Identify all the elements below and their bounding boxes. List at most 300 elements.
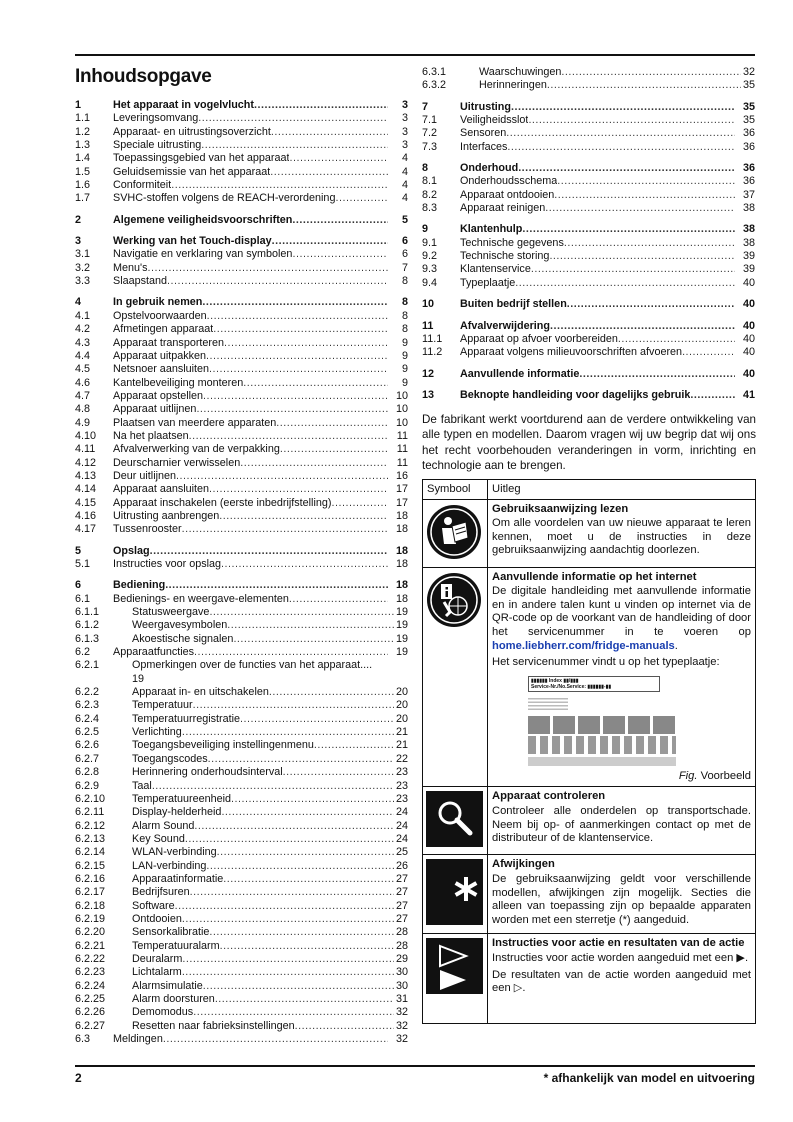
plate-index: Index: [548, 677, 562, 684]
toc-entry[interactable]: [75, 966, 408, 979]
toc-page: 35: [742, 79, 755, 92]
toc-title: Key Sound: [132, 832, 185, 845]
toc-title: Opmerkingen over de functies van het apparaat....: [132, 659, 373, 672]
table-row: [423, 499, 755, 567]
toc-entry[interactable]: [75, 523, 408, 536]
manuals-link[interactable]: home.liebherr.com/fridge-manuals: [492, 639, 675, 652]
toc-title: Temperatuur: [132, 699, 193, 712]
toc-page: 24: [395, 806, 408, 819]
toc-number: 6.3.2: [422, 79, 447, 92]
toc-entry[interactable]: [422, 79, 755, 92]
toc-entry[interactable]: [75, 699, 408, 712]
dot-leader: [163, 1033, 388, 1046]
toc-entry[interactable]: [422, 202, 755, 215]
toc-entry[interactable]: [75, 558, 408, 571]
info-internet-icon: [423, 568, 488, 787]
dot-leader: [227, 619, 394, 632]
toc-entry[interactable]: [75, 980, 408, 993]
dot-leader: [202, 296, 388, 309]
toc-page: 38: [742, 202, 755, 215]
toc-title: Ontdooien: [132, 912, 182, 925]
toc-entry[interactable]: [422, 127, 755, 140]
toc-page: 40: [742, 332, 755, 345]
toc-title: Herinnering onderhoudsinterval: [132, 766, 283, 779]
dot-leader: [167, 275, 388, 288]
toc-entry[interactable]: [75, 417, 408, 430]
toc-entry[interactable]: [75, 579, 408, 592]
toc-number: 4.1: [75, 309, 91, 322]
dot-leader: [507, 141, 735, 154]
toc-title: Software: [132, 899, 175, 912]
dot-leader: [690, 389, 735, 402]
page-title: Inhoudsopgave: [75, 66, 212, 87]
toc-entry[interactable]: [75, 390, 408, 403]
toc-number: 4.12: [75, 456, 97, 469]
toc-page: 3: [401, 99, 408, 111]
dot-leader: [531, 263, 735, 276]
toc-number: 6.2.20: [75, 926, 106, 939]
toc-number: 5: [75, 544, 82, 557]
toc-page: 24: [395, 832, 408, 845]
dot-leader: [203, 390, 388, 403]
toc-page: 3: [401, 112, 408, 125]
toc-title: Klantenhulp: [460, 223, 523, 236]
toc-entry[interactable]: [75, 686, 408, 699]
toc-number: 6.2.9: [75, 779, 100, 792]
toc-title: Alarm doorsturen: [132, 993, 215, 1005]
toc-entry[interactable]: [75, 262, 408, 275]
toc-entry[interactable]: [75, 860, 408, 873]
page-number: 2: [75, 1071, 82, 1085]
toc-number: 6.2.18: [75, 899, 106, 912]
toc-title: Alarm Sound: [132, 819, 195, 832]
toc-number: 4.5: [75, 363, 91, 376]
toc-entry[interactable]: [75, 900, 408, 913]
dot-leader: [182, 726, 394, 739]
toc-entry[interactable]: [75, 833, 408, 846]
toc-page: 27: [395, 886, 408, 899]
toc-number: 9: [422, 223, 429, 236]
toc-number: 4.7: [75, 389, 91, 402]
dot-leader: [335, 192, 388, 205]
toc-entry[interactable]: [422, 277, 755, 290]
dot-leader: [561, 66, 741, 79]
toc-entry[interactable]: [75, 820, 408, 833]
toc-title: Klantenservice: [460, 263, 531, 276]
toc-entry[interactable]: [75, 235, 408, 248]
toc-page: 4: [401, 152, 408, 165]
dot-leader: [182, 523, 388, 536]
toc-title: Menu's: [113, 261, 148, 274]
toc-entry[interactable]: [75, 659, 408, 686]
dot-leader: [233, 633, 394, 646]
toc-number: 6.3: [75, 1033, 91, 1046]
toc-page: 21: [395, 726, 408, 739]
toc-entry[interactable]: [75, 619, 408, 632]
toc-number: 7.3: [422, 140, 438, 153]
toc-page: 4: [401, 179, 408, 192]
toc-number: 4.14: [75, 483, 97, 496]
toc-entry[interactable]: [422, 333, 755, 346]
dot-leader: [176, 470, 388, 483]
toc-page: 39: [742, 263, 755, 276]
dot-leader: [194, 646, 388, 659]
toc-entry[interactable]: [75, 126, 408, 139]
toc-entry[interactable]: [422, 66, 755, 79]
toc-entry[interactable]: [75, 739, 408, 752]
toc-entry[interactable]: [75, 726, 408, 739]
toc-entry[interactable]: [75, 593, 408, 606]
toc-number: 6.2.1: [75, 659, 100, 672]
toc-entry[interactable]: [422, 250, 755, 263]
toc-entry[interactable]: [422, 346, 755, 359]
toc-page: 25: [395, 846, 408, 859]
row-text: Instructies voor actie worden aangeduid met een ▶.: [492, 951, 749, 964]
toc-title: Beknopte handleiding voor dagelijks gebruik: [460, 388, 691, 401]
toc-title: Alarmsimulatie: [132, 979, 203, 992]
dot-leader: [682, 346, 735, 359]
toc-page: 24: [395, 819, 408, 832]
toc-entry[interactable]: [75, 993, 408, 1006]
toc-number: 12: [422, 367, 435, 380]
toc-page: 11: [396, 429, 408, 442]
dot-leader: [209, 606, 394, 619]
dot-leader: [209, 363, 388, 376]
toc-page: 18: [395, 592, 408, 605]
dot-leader: [219, 510, 388, 523]
dot-leader: [213, 323, 388, 336]
toc-page: 41: [742, 388, 755, 401]
toc-entry[interactable]: [75, 633, 408, 646]
toc-entry[interactable]: [75, 99, 408, 112]
toc-title: Apparaat uitpakken: [113, 349, 207, 362]
toc-page: 32: [395, 1033, 408, 1046]
toc-entry[interactable]: [75, 139, 408, 152]
table-row: [423, 567, 755, 787]
toc-entry[interactable]: [75, 166, 408, 179]
toc-number: 4.6: [75, 376, 91, 389]
toc-entry[interactable]: [75, 886, 408, 899]
toc-page: 23: [395, 779, 408, 792]
toc-page: 31: [395, 993, 408, 1005]
toc-number: 6.2.3: [75, 699, 100, 712]
toc-page: 36: [742, 127, 755, 140]
dot-leader: [185, 833, 394, 846]
toc-page: 19: [395, 606, 408, 619]
toc-entry[interactable]: [75, 646, 408, 659]
dot-leader: [240, 713, 394, 726]
toc-number: 6.2.23: [75, 966, 106, 979]
toc-entry[interactable]: [422, 237, 755, 250]
dot-leader: [254, 99, 388, 112]
dot-leader: [182, 913, 394, 926]
table-row: [423, 854, 755, 933]
toc-number: 8: [422, 162, 429, 175]
toc-entry[interactable]: [75, 152, 408, 165]
toc-entry[interactable]: [75, 1033, 408, 1046]
toc-number: 3.1: [75, 248, 91, 261]
toc-number: 3.2: [75, 261, 91, 274]
toc-entry[interactable]: [75, 510, 408, 523]
toc-title: Onderhoudsschema: [460, 175, 558, 188]
dot-leader: [522, 223, 735, 236]
toc-number: 4.8: [75, 403, 91, 416]
toc-number: 6.2.22: [75, 952, 106, 965]
row-title: Apparaat controleren: [492, 790, 606, 803]
toc-page: 4: [401, 165, 408, 178]
toc-title: Temperatuuralarm: [132, 939, 220, 952]
toc-page: 9: [401, 349, 408, 362]
toc-title: Temperatuureenheid: [132, 792, 232, 805]
toc-entry[interactable]: [75, 323, 408, 336]
dot-leader: [175, 900, 394, 913]
toc-entry[interactable]: [422, 175, 755, 188]
toc-page: 18: [395, 558, 408, 570]
toc-page: 40: [742, 346, 755, 359]
toc-entry[interactable]: [75, 443, 408, 456]
dot-leader: [221, 806, 394, 819]
toc-page: 26: [395, 859, 408, 872]
toc-number: 6.3.1: [422, 66, 447, 78]
toc-number: 6.2.5: [75, 726, 100, 739]
toc-entry[interactable]: [75, 363, 408, 376]
toc-page: 4: [401, 192, 408, 205]
toc-entry[interactable]: [75, 430, 408, 443]
toc-entry[interactable]: [422, 320, 755, 333]
toc-title: Na het plaatsen: [113, 429, 189, 442]
toc-title: Weergavesymbolen: [132, 619, 228, 632]
toc-page: 5: [401, 213, 408, 226]
dot-leader: [208, 753, 394, 766]
dot-leader: [269, 686, 394, 699]
table-header: [423, 480, 755, 499]
symbol-table: [422, 479, 756, 1025]
toc-entry[interactable]: [422, 162, 755, 175]
toc-number: 9.1: [422, 236, 438, 249]
toc-number: 6.2.4: [75, 712, 100, 725]
toc-entry[interactable]: [75, 940, 408, 953]
toc-entry[interactable]: [75, 470, 408, 483]
toc-title: Apparaat inschakelen (eerste inbedrijfstelling): [113, 496, 332, 509]
toc-title: Apparaat volgens milieuvoorschriften afvoeren: [460, 346, 683, 359]
toc-page: 3: [401, 125, 408, 138]
toc-title: Apparaat transporteren: [113, 336, 225, 349]
toc-title: Statusweergave: [132, 606, 210, 619]
table-row: [423, 786, 755, 854]
dot-leader: [243, 377, 388, 390]
toc-entry[interactable]: [75, 1020, 408, 1033]
toc-page: 32: [742, 66, 755, 78]
toc-entry[interactable]: [75, 275, 408, 288]
toc-title: Toegangsbeveiliging instellingenmenu: [132, 739, 314, 752]
dot-leader: [511, 101, 735, 114]
toc-number: 6: [75, 579, 82, 592]
toc-title: Apparaat in- en uitschakelen: [132, 686, 269, 699]
toc-entry[interactable]: [422, 223, 755, 236]
toc-page: 11: [396, 456, 408, 469]
toc-number: 6.2: [75, 646, 91, 659]
toc-page: 36: [742, 162, 755, 175]
row-title: Instructies voor actie en resultaten van de actie: [492, 937, 745, 950]
toc-entry[interactable]: [75, 846, 408, 859]
toc-left-column: [75, 99, 408, 1046]
toc-entry[interactable]: [75, 926, 408, 939]
toc-title: Technische storing: [460, 250, 550, 263]
toc-page: 32: [395, 1006, 408, 1019]
toc-number: 6.2.8: [75, 766, 100, 779]
toc-page: 9: [401, 376, 408, 389]
toc-entry[interactable]: [75, 606, 408, 619]
toc-entry[interactable]: [75, 457, 408, 470]
toc-number: 8.2: [422, 188, 438, 201]
footer-note: * afhankelijk van model en uitvoering: [543, 1071, 755, 1085]
toc-entry[interactable]: [75, 766, 408, 779]
toc-number: 6.2.24: [75, 979, 106, 992]
toc-entry[interactable]: [422, 141, 755, 154]
toc-entry[interactable]: [75, 296, 408, 309]
dot-leader: [280, 443, 388, 456]
toc-entry[interactable]: [422, 189, 755, 202]
toc-entry[interactable]: [75, 483, 408, 496]
toc-title: Het apparaat in vogelvlucht: [113, 99, 254, 111]
toc-page: 21: [395, 739, 408, 752]
toc-entry[interactable]: [75, 545, 408, 558]
toc-number: 1.3: [75, 139, 91, 152]
toc-page: 16: [395, 469, 408, 482]
row-text-end: .: [674, 639, 678, 652]
toc-entry[interactable]: [75, 377, 408, 390]
toc-page: 3: [401, 139, 408, 152]
toc-entry[interactable]: [75, 780, 408, 793]
toc-entry[interactable]: [75, 337, 408, 350]
dot-leader: [221, 558, 388, 571]
toc-entry[interactable]: [75, 793, 408, 806]
toc-number: 6.2.16: [75, 872, 106, 885]
toc-number: 6.1.1: [75, 606, 100, 619]
toc-page: 17: [395, 496, 408, 509]
dot-leader: [182, 953, 394, 966]
toc-number: 4.3: [75, 336, 91, 349]
dot-leader: [189, 430, 388, 443]
toc-entry[interactable]: [422, 389, 755, 402]
toc-number: 4: [75, 296, 82, 309]
toc-number: 11: [422, 319, 434, 332]
toc-title: Tussenrooster: [113, 523, 182, 536]
toc-entry[interactable]: [422, 101, 755, 114]
toc-number: 1.5: [75, 165, 91, 178]
header-explanation: Uitleg: [492, 482, 521, 495]
toc-page: 6: [401, 235, 408, 248]
toc-number: 6.2.17: [75, 886, 106, 899]
dot-leader: [567, 298, 735, 311]
dot-leader: [171, 179, 388, 192]
toc-title: Bedienings- en weergave-elementen: [113, 592, 289, 605]
toc-entry[interactable]: [75, 1006, 408, 1019]
toc-page: 7: [401, 261, 408, 274]
toc-entry[interactable]: [75, 713, 408, 726]
dot-leader: [564, 237, 735, 250]
toc-entry[interactable]: [75, 497, 408, 510]
triangle-icon: [423, 934, 488, 1023]
toc-title: Meldingen: [113, 1033, 163, 1046]
dot-leader: [152, 780, 394, 793]
toc-title: Temperatuurregistratie: [132, 712, 241, 725]
bottom-rule: [75, 1065, 755, 1067]
dot-leader: [165, 579, 388, 592]
toc-title: Apparaat- en uitrustingsoverzicht: [113, 125, 271, 138]
toc-title: Resetten naar fabrieksinstellingen: [132, 1019, 295, 1032]
toc-page: 19: [395, 646, 408, 659]
toc-title: Bediening: [113, 579, 166, 592]
toc-entry[interactable]: [75, 192, 408, 205]
toc-page: 27: [395, 872, 408, 885]
toc-entry[interactable]: [75, 112, 408, 125]
dot-leader: [231, 793, 394, 806]
toc-number: 7: [422, 100, 429, 113]
toc-page: 20: [395, 686, 408, 699]
dot-leader: [549, 250, 735, 263]
toc-title: Slaapstand: [113, 275, 168, 288]
dot-leader: [196, 403, 388, 416]
toc-number: 3.3: [75, 275, 91, 288]
row-text-2: Het servicenummer vindt u op het typeplaatje:: [492, 656, 720, 669]
toc-title: Uitrusting: [460, 100, 511, 113]
toc-number: 11.2: [422, 346, 443, 359]
toc-entry[interactable]: [75, 753, 408, 766]
toc-entry[interactable]: [422, 298, 755, 311]
toc-title: In gebruik nemen: [113, 296, 203, 309]
toc-entry[interactable]: [75, 214, 408, 227]
dot-leader: [518, 162, 735, 175]
toc-title: Apparaat ontdooien: [460, 188, 555, 201]
toc-right-column: [422, 66, 755, 402]
toc-entry[interactable]: [75, 403, 408, 416]
toc-entry[interactable]: [75, 873, 408, 886]
toc-title: Taal: [132, 779, 152, 792]
toc-number: 6.2.2: [75, 686, 100, 699]
toc-number: 4.16: [75, 509, 97, 522]
toc-page: 23: [395, 766, 408, 779]
toc-number: 6.1.3: [75, 632, 100, 645]
toc-entry[interactable]: [75, 179, 408, 192]
dot-leader: [220, 940, 394, 953]
dot-leader: [190, 886, 394, 899]
toc-page: 17: [395, 483, 408, 496]
toc-page: 18: [395, 579, 408, 592]
toc-title: Apparaatinformatie: [132, 872, 224, 885]
toc-entry[interactable]: [422, 368, 755, 381]
toc-entry[interactable]: [75, 310, 408, 323]
toc-title: Interfaces: [460, 140, 508, 153]
dot-leader: [289, 593, 388, 606]
toc-entry[interactable]: [422, 114, 755, 127]
dot-leader: [271, 126, 388, 139]
toc-entry[interactable]: [75, 913, 408, 926]
dot-leader: [276, 417, 388, 430]
toc-page: 40: [742, 298, 755, 311]
toc-page: 40: [742, 276, 755, 289]
dot-leader: [206, 860, 394, 873]
toc-title: Apparaat uitlijnen: [113, 403, 197, 416]
type-plate-figure: ▮▮▮▮▮▮ Index ▮▮/▮▮▮ Service-Nr./No.Service: ▮▮▮▮▮▮-▮▮: [528, 676, 676, 766]
toc-entry[interactable]: [75, 953, 408, 966]
dot-leader: [545, 202, 735, 215]
toc-entry[interactable]: [75, 248, 408, 261]
toc-entry[interactable]: [75, 806, 408, 819]
toc-entry[interactable]: [75, 350, 408, 363]
toc-entry[interactable]: [422, 263, 755, 276]
toc-title: WLAN-verbinding: [132, 846, 217, 859]
